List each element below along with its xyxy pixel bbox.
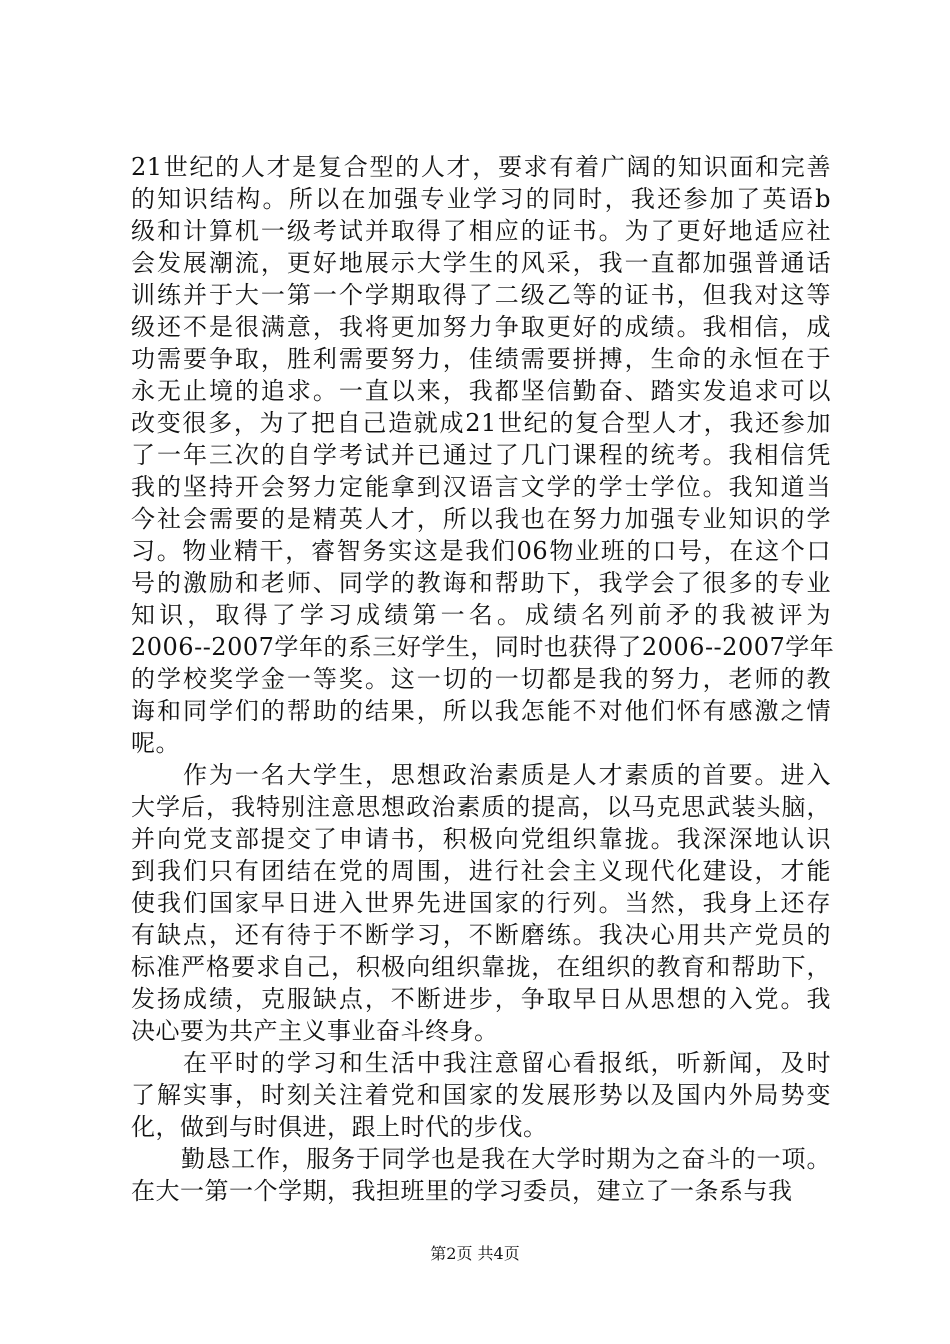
text-line: 有缺点，还有待于不断学习，不断磨练。我决心用共产党员的 bbox=[131, 921, 831, 949]
text-line: 大学后，我特别注意思想政治素质的提高，以马克思武装头脑， bbox=[131, 793, 831, 821]
paragraph bbox=[131, 1047, 831, 1143]
text-line: 号的激励和老师、同学的教诲和帮助下，我学会了很多的专业 bbox=[131, 569, 831, 597]
text-line: 勤恳工作，服务于同学也是我在大学时期为之奋斗的一项。 bbox=[131, 1145, 831, 1173]
text-line: 标准严格要求自己，积极向组织靠拢，在组织的教育和帮助下， bbox=[131, 953, 831, 981]
paragraph bbox=[131, 1143, 831, 1207]
text-line: 诲和同学们的帮助的结果，所以我怎能不对他们怀有感激之情 bbox=[131, 697, 831, 725]
text-line: 作为一名大学生，思想政治素质是人才素质的首要。进入 bbox=[131, 761, 831, 789]
paragraph bbox=[131, 759, 831, 1047]
text-line: 化，做到与时俱进，跟上时代的步伐。 bbox=[131, 1113, 548, 1141]
text-line: 了一年三次的自学考试并已通过了几门课程的统考。我相信凭 bbox=[131, 441, 831, 469]
text-line: 在平时的学习和生活中我注意留心看报纸，听新闻，及时 bbox=[131, 1049, 831, 1077]
text-line: 的知识结构。所以在加强专业学习的同时，我还参加了英语b bbox=[131, 185, 831, 213]
text-line: 使我们国家早日进入世界先进国家的行列。当然，我身上还存 bbox=[131, 889, 831, 917]
text-line: 了解实事，时刻关注着党和国家的发展形势以及国内外局势变 bbox=[131, 1081, 831, 1109]
text-line: 2006--2007学年的系三好学生，同时也获得了2006--2007学年 bbox=[131, 633, 835, 661]
text-line: 永无止境的追求。一直以来，我都坚信勤奋、踏实发追求可以 bbox=[131, 377, 831, 405]
text-line: 呢。 bbox=[131, 729, 180, 757]
text-line: 发扬成绩，克服缺点，不断进步，争取早日从思想的入党。我 bbox=[131, 985, 831, 1013]
text-line: 会发展潮流，更好地展示大学生的风采，我一直都加强普通话 bbox=[131, 249, 831, 277]
text-line: 级还不是很满意，我将更加努力争取更好的成绩。我相信，成 bbox=[131, 313, 831, 341]
text-line: 决心要为共产主义事业奋斗终身。 bbox=[131, 1017, 499, 1045]
text-line: 改变很多，为了把自己造就成21世纪的复合型人才，我还参加 bbox=[131, 409, 831, 437]
text-line: 训练并于大一第一个学期取得了二级乙等的证书，但我对这等 bbox=[131, 281, 831, 309]
text-line: 习。物业精干，睿智务实这是我们06物业班的口号，在这个口 bbox=[131, 537, 831, 565]
text-line: 知识，取得了学习成绩第一名。成绩名列前矛的我被评为 bbox=[131, 601, 831, 629]
text-line: 功需要争取，胜利需要努力，佳绩需要拼搏，生命的永恒在于 bbox=[131, 345, 831, 373]
text-line: 今社会需要的是精英人才，所以我也在努力加强专业知识的学 bbox=[131, 505, 831, 533]
paragraph bbox=[131, 151, 835, 759]
page-footer: 第2页 共4页 bbox=[430, 1244, 520, 1263]
text-line: 级和计算机一级考试并取得了相应的证书。为了更好地适应社 bbox=[131, 217, 831, 245]
body-text bbox=[131, 151, 835, 1207]
text-line: 的学校奖学金一等奖。这一切的一切都是我的努力，老师的教 bbox=[131, 665, 831, 693]
text-line: 并向党支部提交了申请书，积极向党组织靠拢。我深深地认识 bbox=[131, 825, 831, 853]
text-line: 到我们只有团结在党的周围，进行社会主义现代化建设，才能 bbox=[131, 857, 831, 885]
text-line: 我的坚持开会努力定能拿到汉语言文学的学士学位。我知道当 bbox=[131, 473, 831, 501]
text-line: 21世纪的人才是复合型的人才，要求有着广阔的知识面和完善 bbox=[131, 153, 831, 181]
text-line: 在大一第一个学期，我担班里的学习委员，建立了一条系与我 bbox=[131, 1177, 793, 1205]
